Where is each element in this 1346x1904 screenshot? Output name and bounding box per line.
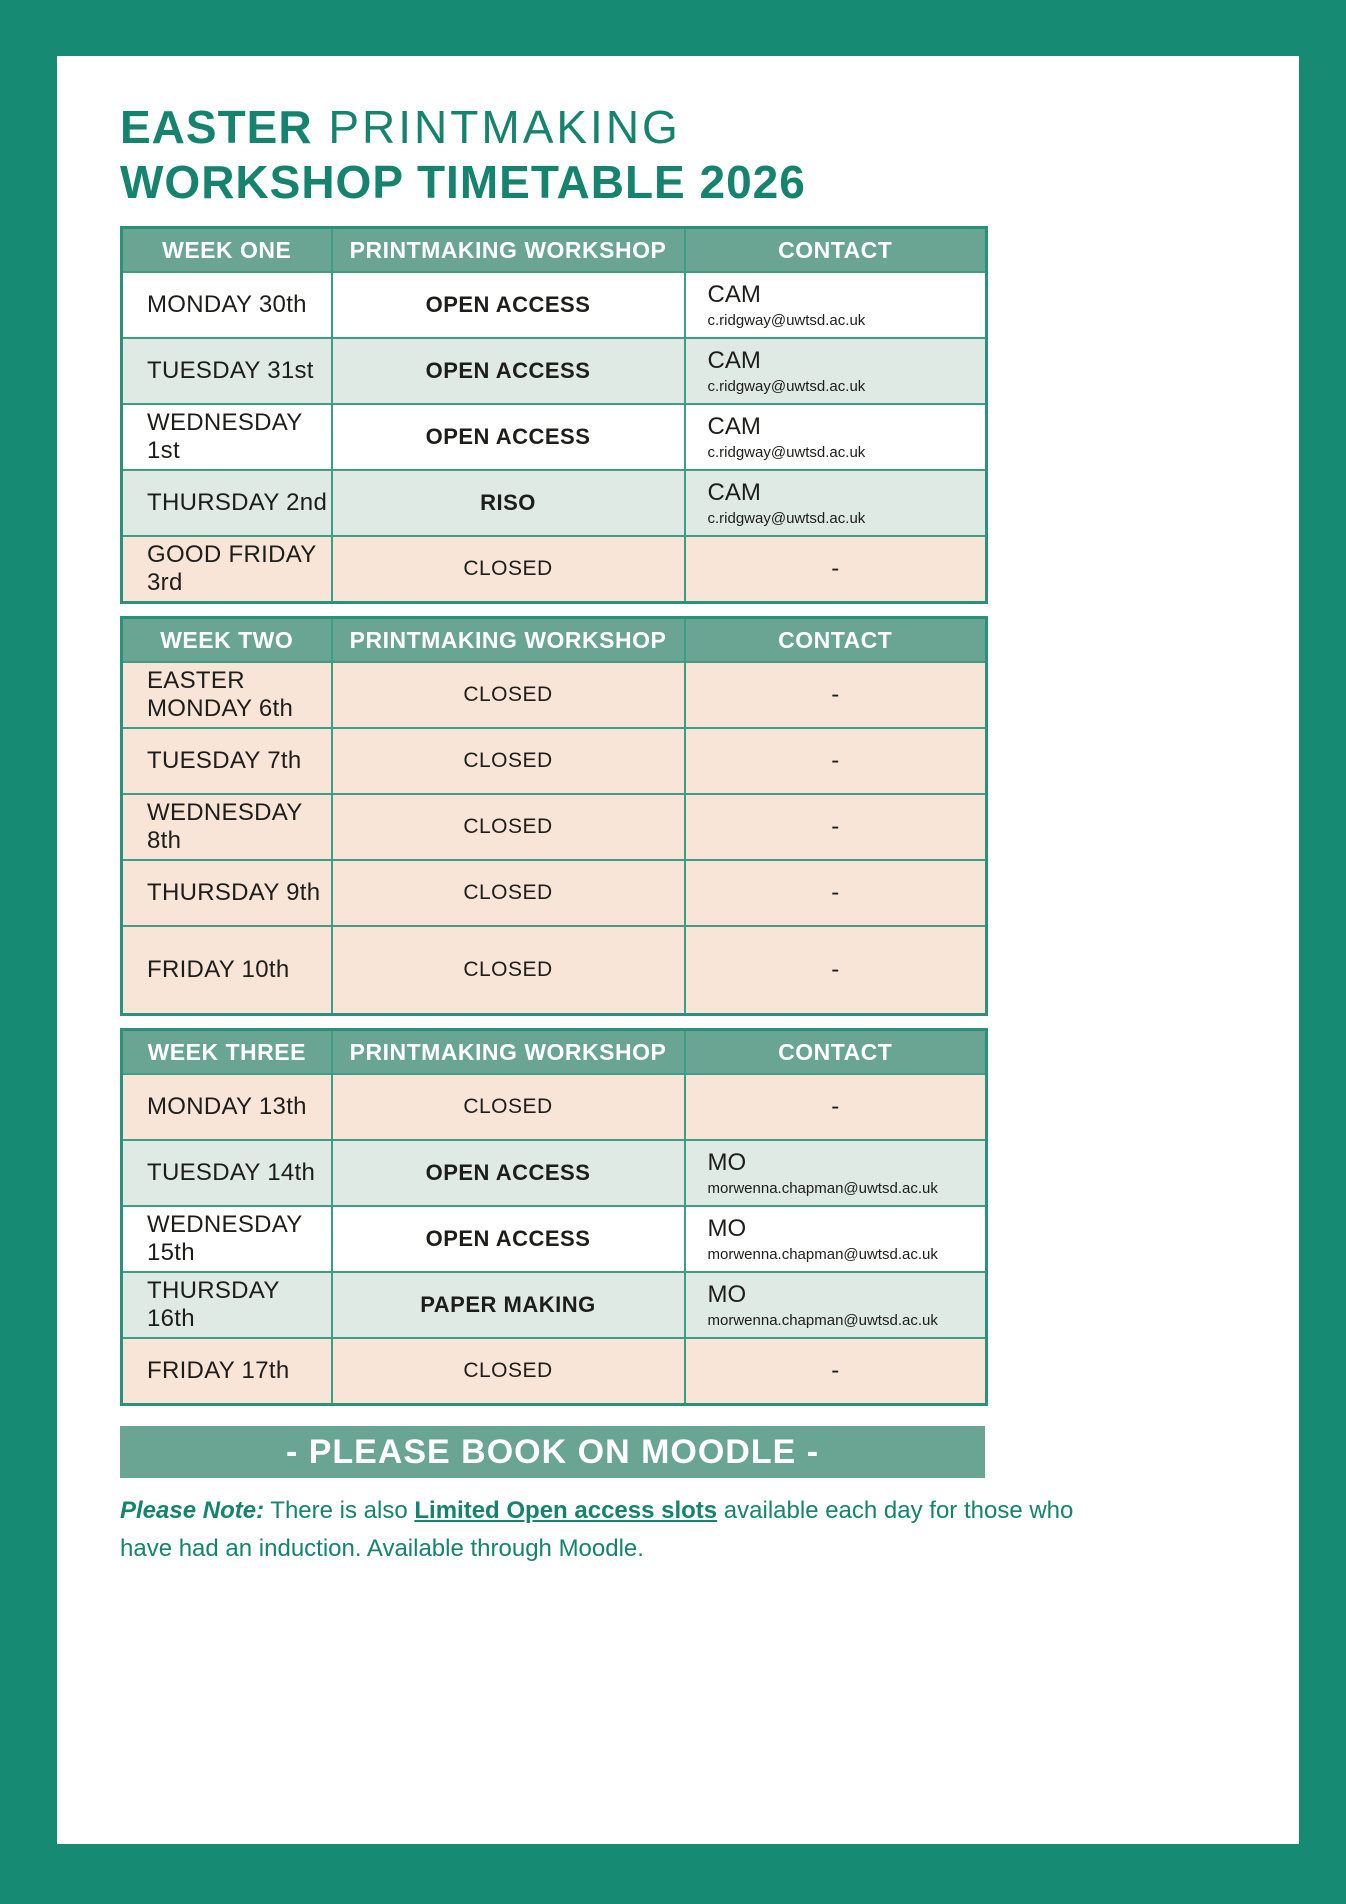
- week-three-table: [120, 1028, 988, 1406]
- contact-cell: [685, 1206, 987, 1272]
- open-access-slots-link[interactable]: Limited Open access slots: [414, 1497, 718, 1525]
- table-header-row: [122, 1030, 987, 1075]
- contact-email: c.ridgway@uwtsd.ac.uk: [707, 510, 866, 528]
- moodle-banner: - PLEASE BOOK ON MOODLE -: [120, 1426, 985, 1478]
- workshop-cell: OPEN ACCESS: [332, 404, 685, 470]
- contact-column-header: CONTACT: [685, 618, 987, 663]
- contact-email: morwenna.chapman@uwtsd.ac.uk: [707, 1246, 938, 1264]
- day-cell: WEDNESDAY 8th: [122, 794, 332, 860]
- table-header-row: [122, 228, 987, 273]
- note-lead: Please Note:: [120, 1497, 265, 1525]
- day-cell: MONDAY 30th: [122, 272, 332, 338]
- contact-name: MO: [707, 1281, 747, 1309]
- contact-column-header: CONTACT: [685, 228, 987, 273]
- contact-dash-cell: -: [685, 536, 987, 603]
- contact-dash-cell: -: [685, 860, 987, 926]
- contact-cell: [685, 404, 987, 470]
- contact-name: CAM: [707, 281, 761, 309]
- week-header: WEEK TWO: [122, 618, 332, 663]
- day-cell: TUESDAY 7th: [122, 728, 332, 794]
- contact-cell: [685, 272, 987, 338]
- workshop-cell: CLOSED: [332, 536, 685, 603]
- contact-column-header: CONTACT: [685, 1030, 987, 1075]
- page: [57, 56, 1299, 1844]
- table-row: [122, 728, 987, 794]
- contact-dash-cell: -: [685, 728, 987, 794]
- week-two-table: [120, 616, 988, 1016]
- contact-dash-cell: -: [685, 662, 987, 728]
- day-cell: TUESDAY 31st: [122, 338, 332, 404]
- table-row: [122, 662, 987, 728]
- table-row: [122, 404, 987, 470]
- workshop-cell: CLOSED: [332, 926, 685, 1015]
- page-title: [120, 100, 1299, 210]
- workshop-cell: RISO: [332, 470, 685, 536]
- workshop-cell: OPEN ACCESS: [332, 1140, 685, 1206]
- table-row: [122, 338, 987, 404]
- contact-email: c.ridgway@uwtsd.ac.uk: [707, 312, 866, 330]
- day-cell: GOOD FRIDAY 3rd: [122, 536, 332, 603]
- contact-dash-cell: -: [685, 926, 987, 1015]
- workshop-column-header: PRINTMAKING WORKSHOP: [332, 1030, 685, 1075]
- contact-email: morwenna.chapman@uwtsd.ac.uk: [707, 1180, 938, 1198]
- workshop-cell: CLOSED: [332, 1338, 685, 1405]
- day-cell: FRIDAY 10th: [122, 926, 332, 1015]
- contact-dash-cell: -: [685, 794, 987, 860]
- workshop-column-header: PRINTMAKING WORKSHOP: [332, 618, 685, 663]
- day-cell: EASTER MONDAY 6th: [122, 662, 332, 728]
- table-header-row: [122, 618, 987, 663]
- table-row: [122, 1074, 987, 1140]
- day-cell: THURSDAY 2nd: [122, 470, 332, 536]
- title-word-easter: EASTER: [120, 101, 313, 153]
- day-cell: THURSDAY 9th: [122, 860, 332, 926]
- title-word-printmaking: PRINTMAKING: [312, 101, 681, 153]
- workshop-cell: OPEN ACCESS: [332, 272, 685, 338]
- contact-cell: [685, 470, 987, 536]
- week-header: WEEK ONE: [122, 228, 332, 273]
- table-row: [122, 860, 987, 926]
- day-cell: THURSDAY 16th: [122, 1272, 332, 1338]
- workshop-cell: CLOSED: [332, 662, 685, 728]
- workshop-cell: OPEN ACCESS: [332, 338, 685, 404]
- day-cell: TUESDAY 14th: [122, 1140, 332, 1206]
- day-cell: FRIDAY 17th: [122, 1338, 332, 1405]
- footer-note: [120, 1492, 1120, 1566]
- table-row: [122, 470, 987, 536]
- day-cell: MONDAY 13th: [122, 1074, 332, 1140]
- workshop-column-header: PRINTMAKING WORKSHOP: [332, 228, 685, 273]
- workshop-cell: CLOSED: [332, 794, 685, 860]
- table-row: [122, 536, 987, 603]
- workshop-cell: OPEN ACCESS: [332, 1206, 685, 1272]
- workshop-cell: CLOSED: [332, 1074, 685, 1140]
- contact-email: c.ridgway@uwtsd.ac.uk: [707, 444, 866, 462]
- contact-name: MO: [707, 1149, 747, 1177]
- contact-cell: [685, 1140, 987, 1206]
- contact-name: CAM: [707, 479, 761, 507]
- week-header: WEEK THREE: [122, 1030, 332, 1075]
- table-row: [122, 1206, 987, 1272]
- contact-email: morwenna.chapman@uwtsd.ac.uk: [707, 1312, 938, 1330]
- table-row: [122, 1140, 987, 1206]
- table-row: [122, 1338, 987, 1405]
- workshop-cell: CLOSED: [332, 860, 685, 926]
- day-cell: WEDNESDAY 1st: [122, 404, 332, 470]
- workshop-cell: CLOSED: [332, 728, 685, 794]
- contact-name: CAM: [707, 347, 761, 375]
- contact-email: c.ridgway@uwtsd.ac.uk: [707, 378, 866, 396]
- title-line2: WORKSHOP TIMETABLE 2026: [120, 156, 806, 209]
- contact-cell: [685, 338, 987, 404]
- contact-dash-cell: -: [685, 1338, 987, 1405]
- contact-cell: [685, 1272, 987, 1338]
- note-text-after: available each day for those who have had an induction. Available through Moodle.: [120, 1497, 1074, 1562]
- contact-dash-cell: -: [685, 1074, 987, 1140]
- table-row: [122, 1272, 987, 1338]
- table-row: [122, 272, 987, 338]
- week-one-table: [120, 226, 988, 604]
- contact-name: CAM: [707, 413, 761, 441]
- workshop-cell: PAPER MAKING: [332, 1272, 685, 1338]
- day-cell: WEDNESDAY 15th: [122, 1206, 332, 1272]
- table-row: [122, 926, 987, 1015]
- note-text-before: There is also: [264, 1497, 415, 1525]
- contact-name: MO: [707, 1215, 747, 1243]
- table-row: [122, 794, 987, 860]
